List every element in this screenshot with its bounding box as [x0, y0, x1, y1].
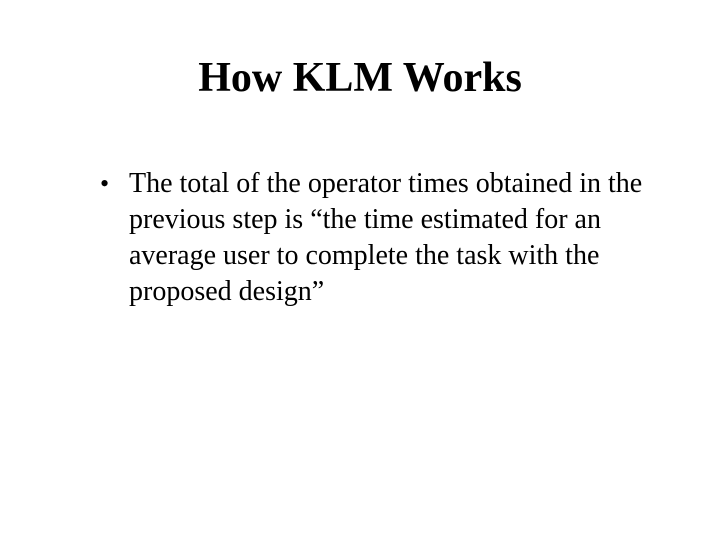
bullet-marker: • — [100, 169, 110, 198]
bullet-item — [100, 166, 660, 310]
slide-title: How KLM Works — [198, 55, 522, 101]
bullet-text: The total of the operator times obtained in the previous step is “the time estimated for an average user to complete the task with the proposed design” — [129, 168, 643, 307]
bullet-list — [100, 166, 660, 310]
